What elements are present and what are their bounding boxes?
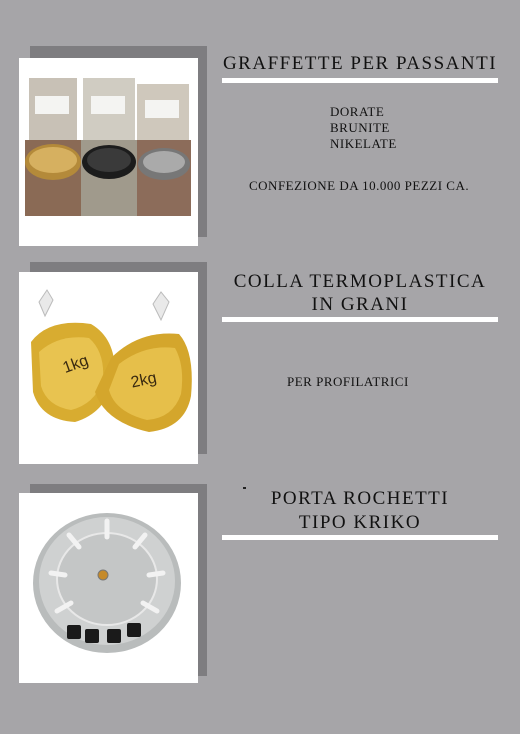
section-3-rule — [222, 535, 498, 540]
section-2-title-line-1: COLLA TERMOPLASTICA — [233, 271, 487, 292]
staples-boxes-photo — [19, 58, 198, 246]
section-2-title-line-2: IN GRANI — [311, 294, 409, 315]
bag-right-label: 2kg — [129, 369, 159, 392]
section-2-note: PER PROFILATRICI — [287, 374, 409, 389]
spool-holder-photo — [19, 493, 198, 683]
section-1-line-nikelate: NIKELATE — [330, 136, 397, 151]
section-1-note: CONFEZIONE DA 10.000 PEZZI CA. — [249, 178, 470, 193]
section-3-title-line-2: TIPO KRIKO — [298, 512, 422, 533]
bag-left-label: 1kg — [60, 352, 91, 377]
glue-bags-photo — [19, 272, 198, 464]
section-1-line-brunite: BRUNITE — [330, 120, 390, 135]
section-1-rule — [222, 78, 498, 83]
section-1-title: GRAFFETTE PER PASSANTI — [222, 53, 498, 74]
section-2-rule — [222, 317, 498, 322]
section-1-line-dorate: DORATE — [330, 104, 385, 119]
section-3-title-line-1: PORTA ROCHETTI — [270, 488, 450, 509]
